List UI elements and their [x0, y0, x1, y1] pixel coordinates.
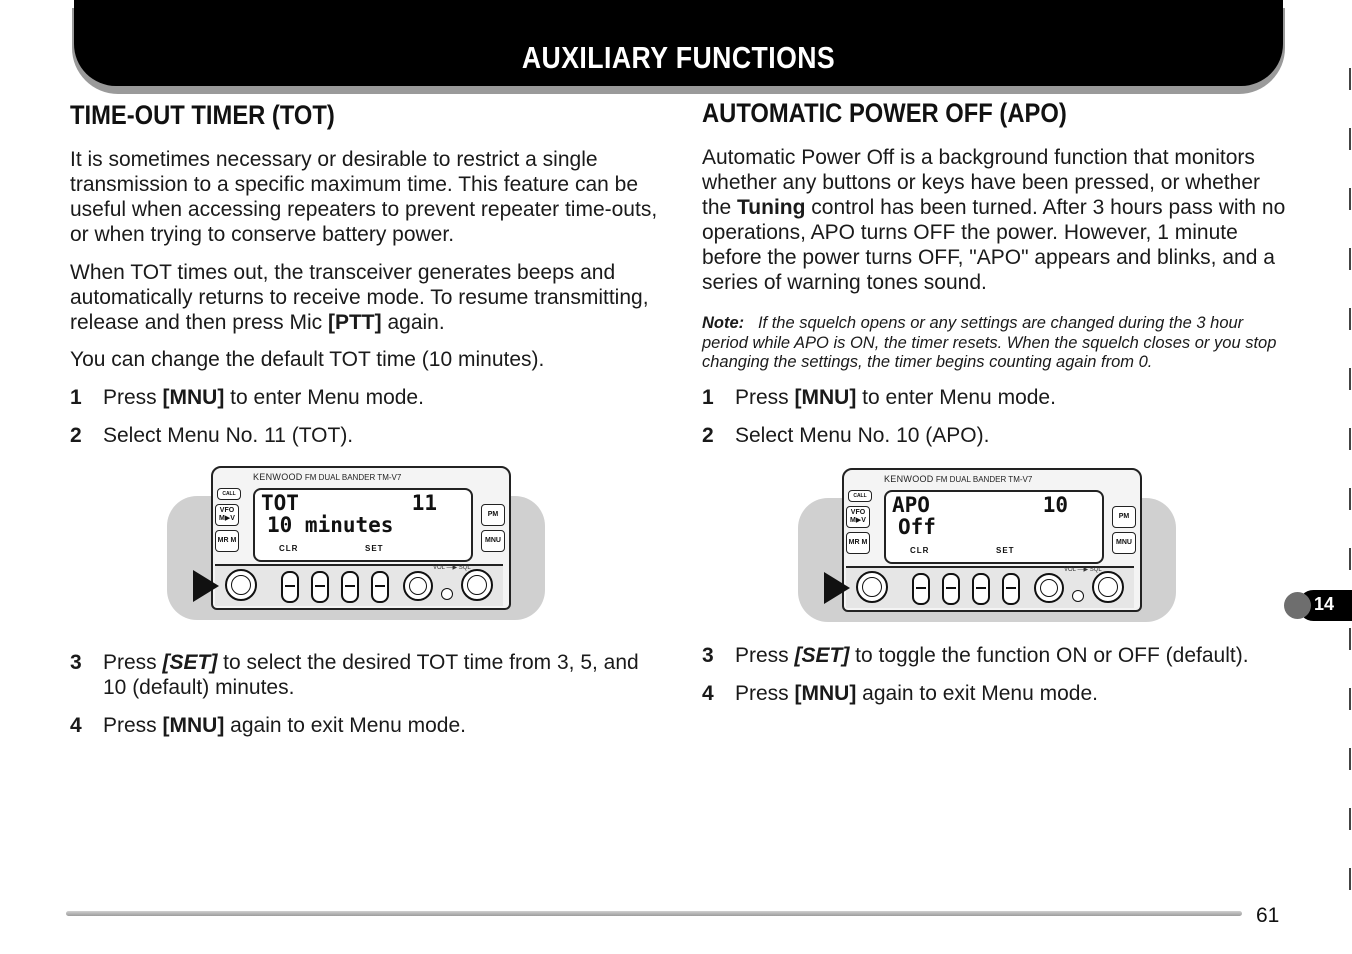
edge-mark	[1349, 68, 1351, 90]
tot-paragraph-3: You can change the default TOT time (10 minutes).	[70, 348, 545, 371]
step-text	[103, 650, 658, 700]
mnu-key: MNU	[481, 530, 505, 552]
tot-paragraph-2-end: again.	[381, 311, 445, 334]
apo-paragraph-text: Automatic Power Off is a background function that monitors whether any buttons or keys have been pressed, or whether the	[702, 146, 1260, 219]
control-key	[371, 571, 389, 603]
section-heading-apo: AUTOMATIC POWER OFF (APO)	[702, 98, 1067, 128]
lcd-line-2: 10 minutes	[267, 513, 394, 537]
step-post: to enter Menu mode.	[224, 386, 424, 409]
tuning-knob	[225, 569, 257, 601]
model-name: FM DUAL BANDER TM-V7	[935, 475, 1033, 484]
edge-mark	[1349, 628, 1351, 650]
edge-mark	[1349, 548, 1351, 570]
step-post: to enter Menu mode.	[856, 386, 1056, 409]
lcd-display	[884, 490, 1104, 564]
edge-mark	[1349, 688, 1351, 710]
step-number: 1	[702, 386, 714, 409]
model-name: FM DUAL BANDER TM-V7	[304, 473, 402, 482]
brand-name: KENWOOD	[884, 474, 934, 484]
page-number: 61	[1256, 904, 1280, 927]
pm-key: PM	[1112, 506, 1136, 528]
step-post: to select the desired TOT time from 3, 5, and 10 (default) minutes.	[103, 651, 639, 699]
apo-paragraph-end: control has been turned. After 3 hours pass with no operations, APO turns OFF the power. However, 1 minute before the power turns OFF, "APO" appears and blinks, and a series of warning tones sound.	[702, 196, 1286, 294]
apo-note	[702, 314, 1292, 373]
lcd-channel: 11	[411, 491, 437, 515]
left-column	[70, 100, 660, 131]
tot-paragraph-1: It is sometimes necessary or desirable to restrict a single transmission to a specific maximum time. This feature can be useful when accessing repeaters to prevent repeater time-outs, or when trying to conserve battery power.	[70, 148, 658, 246]
sql-knob	[461, 569, 493, 601]
apo-intro	[702, 145, 1294, 295]
lcd-channel: 10	[1042, 493, 1068, 517]
step-number: 4	[702, 682, 714, 705]
step-pre: Press	[735, 386, 795, 409]
note-text	[702, 314, 1292, 373]
step-text	[735, 681, 1295, 706]
control-key	[341, 571, 359, 603]
step-text	[735, 643, 1325, 668]
step-post: to toggle the function ON or OFF (default).	[849, 644, 1249, 667]
note-label: Note:	[702, 314, 745, 332]
lcd-line-1: APO	[892, 493, 930, 517]
edge-mark	[1349, 808, 1351, 830]
edge-mark	[1349, 868, 1351, 890]
radio-brand	[253, 472, 401, 482]
vol-knob	[403, 571, 433, 601]
step-text	[103, 713, 663, 738]
step-pre: Press	[103, 714, 163, 737]
chapter-tab-dot	[1284, 592, 1311, 619]
step-text: Select Menu No. 10 (APO).	[735, 424, 990, 447]
step-number: 3	[70, 651, 82, 674]
control-key	[942, 573, 960, 605]
step-number: 2	[702, 424, 714, 447]
control-key	[311, 571, 329, 603]
indicator-dot	[1072, 590, 1084, 602]
mnu-key-label: [MNU]	[794, 682, 857, 705]
tot-paragraph-2	[70, 260, 660, 335]
control-key	[972, 573, 990, 605]
indicator-dot	[441, 588, 453, 600]
tot-paragraph-2-text: When TOT times out, the transceiver generates beeps and automatically returns to receive mode. To resume transmitting, release and then press Mic	[70, 261, 649, 334]
tot-timeout-text	[70, 260, 660, 335]
lcd-line-2: Off	[898, 515, 936, 539]
apo-paragraph-1	[702, 145, 1294, 295]
lcd-clr-label: CLR	[910, 546, 930, 555]
vol-knob	[1034, 573, 1064, 603]
lcd-set-label: SET	[365, 544, 384, 553]
sql-knob	[1092, 571, 1124, 603]
vol-sql-label: VOL —▶ SQL	[433, 565, 471, 571]
lcd-line-1: TOT	[261, 491, 299, 515]
control-key	[912, 573, 930, 605]
mr-key: MR M	[215, 530, 239, 552]
edge-mark	[1349, 128, 1351, 150]
radio-front-panel	[842, 468, 1142, 612]
set-key-label: [SET]	[794, 644, 850, 667]
step-pre: Press	[103, 386, 163, 409]
tuning-label: Tuning	[737, 196, 806, 219]
pointer-arrow-icon	[824, 572, 850, 604]
vol-sql-label: VOL —▶ SQL	[1064, 567, 1102, 573]
step-pre: Press	[103, 651, 163, 674]
note-body: If the squelch opens or any settings are changed during the 3 hour period while APO is ON, the timer resets. When the squelch closes or you stop changing the settings, the timer begins counting again from 0.	[702, 314, 1277, 371]
edge-mark	[1349, 188, 1351, 210]
step-text: Select Menu No. 11 (TOT).	[103, 424, 354, 447]
edge-mark	[1349, 748, 1351, 770]
edge-mark	[1349, 308, 1351, 330]
set-key-label: [SET]	[162, 651, 218, 674]
step-text	[103, 385, 663, 410]
step-number: 2	[70, 424, 82, 447]
lcd-display	[253, 488, 473, 562]
mnu-key: MNU	[1112, 532, 1136, 554]
pm-key: PM	[481, 504, 505, 526]
page-title: AUXILIARY FUNCTIONS	[521, 40, 836, 75]
edge-mark	[1349, 248, 1351, 270]
step-post: again to exit Menu mode.	[856, 682, 1098, 705]
vfo-key: VFO M▶V	[846, 506, 870, 528]
mr-key: MR M	[846, 532, 870, 554]
step-number: 3	[702, 644, 714, 667]
radio-brand	[884, 474, 1032, 484]
control-key	[1002, 573, 1020, 605]
ptt-key-label: [PTT]	[327, 311, 382, 334]
step-pre: Press	[735, 644, 795, 667]
step-number: 1	[70, 386, 82, 409]
section-heading-tot: TIME-OUT TIMER (TOT)	[70, 100, 335, 130]
mnu-key-label: [MNU]	[162, 714, 225, 737]
tot-default-text	[70, 347, 660, 372]
step-number: 4	[70, 714, 82, 737]
call-key: CALL	[848, 490, 872, 502]
pointer-arrow-icon	[193, 570, 219, 602]
brand-name: KENWOOD	[253, 472, 303, 482]
lcd-set-label: SET	[996, 546, 1015, 555]
call-key: CALL	[217, 488, 241, 500]
radio-front-panel	[211, 466, 511, 610]
right-column	[702, 98, 1292, 129]
footer-rule	[66, 911, 1242, 916]
edge-mark	[1349, 428, 1351, 450]
tuning-knob	[856, 571, 888, 603]
radio-illustration-apo	[798, 468, 1178, 628]
radio-illustration-tot	[167, 466, 547, 626]
step-post: again to exit Menu mode.	[224, 714, 466, 737]
step-text	[735, 385, 1295, 410]
mnu-key-label: [MNU]	[162, 386, 225, 409]
control-key	[281, 571, 299, 603]
step-pre: Press	[735, 682, 795, 705]
chapter-number: 14	[1314, 594, 1335, 614]
lcd-clr-label: CLR	[279, 544, 299, 553]
edge-mark	[1349, 368, 1351, 390]
tot-intro	[70, 147, 660, 247]
edge-mark	[1349, 488, 1351, 510]
vfo-key: VFO M▶V	[215, 504, 239, 526]
mnu-key-label: [MNU]	[794, 386, 857, 409]
